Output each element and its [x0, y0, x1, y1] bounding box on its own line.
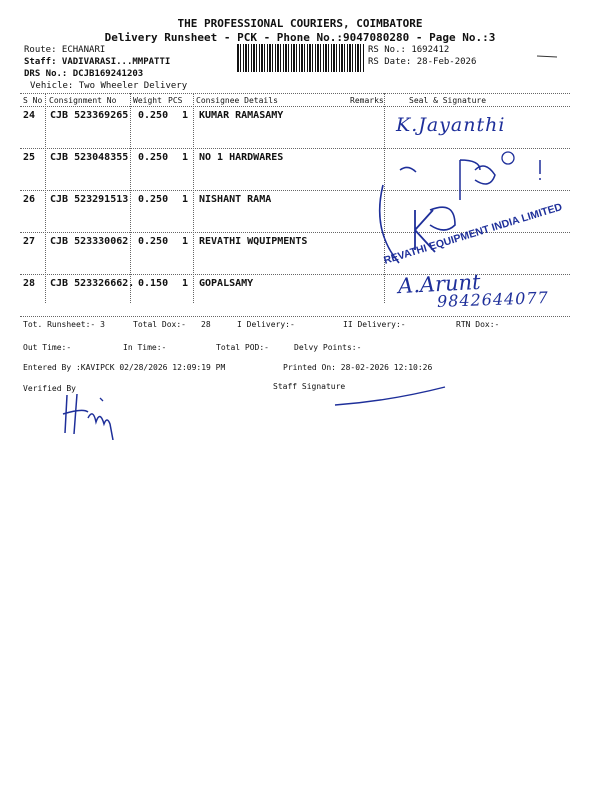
row-pcs: 1 [182, 236, 189, 247]
in-time: In Time:- [123, 343, 167, 352]
row-sno: 24 [23, 110, 36, 121]
row-consignee: NO 1 HARDWARES [199, 152, 284, 163]
header-weight: Weight [133, 96, 162, 105]
row-consignee: NISHANT RAMA [199, 194, 272, 205]
printed-on: Printed On: 28-02-2026 12:10:26 [283, 363, 433, 372]
row-pcs: 1 [182, 152, 189, 163]
header-sno: S No [23, 96, 43, 105]
rtn-dox: RTN Dox:- [456, 320, 500, 329]
row-weight: 0.150 [138, 278, 169, 289]
runsheet-title: Delivery Runsheet - PCK - Phone No.:9047080280 - Page No.:3 [104, 31, 496, 44]
row-consignment: CJB 523369265 [50, 110, 129, 121]
row-sno: 28 [23, 278, 36, 289]
row-weight: 0.250 [138, 110, 169, 121]
signature-k-jayanthi: K.Jayanthi [396, 114, 506, 136]
row-consignment: CJB 523330062 [50, 236, 129, 247]
signature-arunt: A.Arunt [397, 269, 482, 299]
tot-runsheet: Tot. Runsheet:- 3 [23, 320, 105, 329]
row-consignment: CJB 523291513 [50, 194, 129, 205]
row-consignee: GOPALSAMY [199, 278, 254, 289]
ii-delivery: II Delivery:- [343, 320, 406, 329]
total-dox-label: Total Dox:- [133, 320, 186, 329]
row-consignment: CJB 523326662. [50, 278, 135, 289]
header-remarks: Remarks [350, 96, 384, 105]
handwritten-phone: 9842644077 [436, 288, 550, 311]
staff-signature-label: Staff Signature [273, 382, 346, 391]
total-pod: Total POD:- [216, 343, 269, 352]
stamp-text: REVATHI EQUIPMENT INDIA LIMITED [382, 201, 564, 267]
row-sno: 26 [23, 194, 36, 205]
row-consignment: CJB 523048355 [50, 152, 129, 163]
vehicle-label: Vehicle: Two Wheeler Delivery [30, 81, 188, 91]
verifier-signature [55, 390, 145, 440]
row-weight: 0.250 [138, 194, 169, 205]
out-time: Out Time:- [23, 343, 72, 352]
header-consignment: Consignment No [49, 96, 117, 105]
total-dox-value: 28 [201, 320, 211, 329]
pen-mark [535, 52, 560, 60]
row-sno: 27 [23, 236, 36, 247]
rs-date: RS Date: 28-Feb-2026 [368, 57, 477, 67]
header-seal-signature: Seal & Signature [409, 96, 487, 105]
drs-number: DRS No.: DCJB169241203 [24, 69, 144, 79]
staff-label: Staff: VADIVARASI...MMPATTI [24, 57, 171, 67]
entered-by: Entered By :KAVIPCK 02/28/2026 12:09:19 PM [23, 363, 226, 372]
verified-by: Verified By [23, 384, 76, 393]
company-stamp [375, 180, 570, 275]
row-sno: 25 [23, 152, 36, 163]
i-delivery: I Delivery:- [237, 320, 295, 329]
delvy-points: Delvy Points:- [294, 343, 362, 352]
row-pcs: 1 [182, 278, 189, 289]
row-consignee: KUMAR RAMASAMY [199, 110, 284, 121]
header-pcs: PCS [168, 96, 183, 105]
row-pcs: 1 [182, 110, 189, 121]
company-name: THE PROFESSIONAL COURIERS, COIMBATORE [177, 17, 423, 30]
header-consignee: Consignee Details [196, 96, 278, 105]
rs-number: RS No.: 1692412 [368, 45, 450, 55]
row-pcs: 1 [182, 194, 189, 205]
barcode [237, 44, 365, 72]
route-label: Route: ECHANARI [24, 45, 106, 55]
row-consignee: REVATHI WQUIPMENTS [199, 236, 308, 247]
row-weight: 0.250 [138, 152, 169, 163]
row-weight: 0.250 [138, 236, 169, 247]
staff-signature-stroke [330, 385, 450, 410]
